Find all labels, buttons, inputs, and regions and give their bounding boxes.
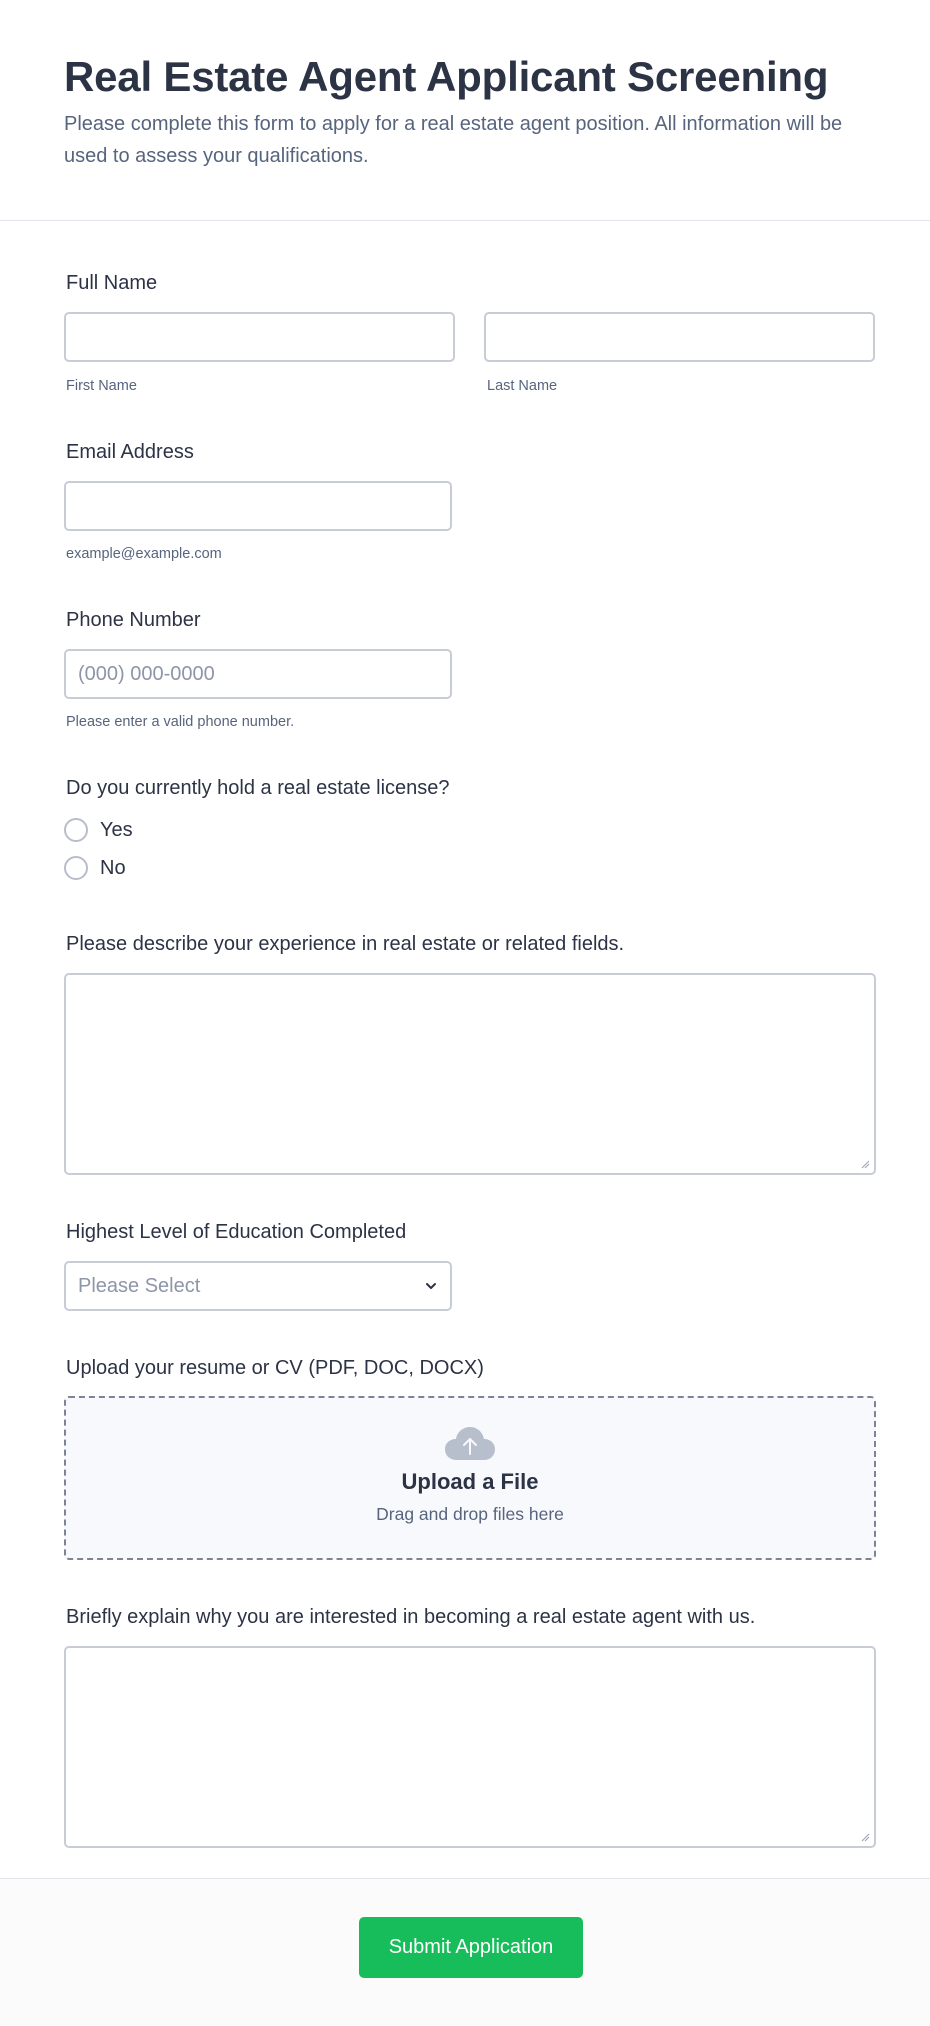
phone-input[interactable] xyxy=(64,649,452,699)
radio-no[interactable] xyxy=(64,856,88,880)
first-name-input[interactable] xyxy=(64,312,455,362)
education-label: Highest Level of Education Completed xyxy=(66,1221,407,1243)
resume-label: Upload your resume or CV (PDF, DOC, DOCX) xyxy=(66,1357,484,1379)
education-select[interactable] xyxy=(64,1261,452,1311)
full-name-field xyxy=(64,270,157,296)
radio-no-label: No xyxy=(100,856,126,879)
form-header xyxy=(0,0,930,221)
upload-subtitle: Drag and drop files here xyxy=(376,1504,564,1524)
last-name-input[interactable] xyxy=(484,312,875,362)
interest-textarea[interactable] xyxy=(64,1646,876,1848)
experience-textarea[interactable] xyxy=(64,973,876,1175)
license-label: Do you currently hold a real estate license? xyxy=(66,777,450,799)
page-description: Please complete this form to apply for a real estate agent position. All information will be used to assess your qualifications. xyxy=(64,113,843,167)
radio-yes[interactable] xyxy=(64,818,88,842)
upload-title: Upload a File xyxy=(401,1469,539,1494)
form-footer xyxy=(0,1878,930,2026)
phone-placeholder: (000) 000-0000 xyxy=(78,662,215,685)
last-name-sublabel: Last Name xyxy=(487,378,558,394)
phone-label: Phone Number xyxy=(66,609,201,631)
cloud-upload-icon xyxy=(445,1427,495,1461)
interest-label: Briefly explain why you are interested in becoming a real estate agent with us. xyxy=(66,1606,756,1628)
submit-button[interactable]: Submit Application xyxy=(359,1917,583,1978)
chevron-down-icon xyxy=(424,1279,438,1293)
email-input[interactable] xyxy=(64,481,452,531)
phone-sublabel: Please enter a valid phone number. xyxy=(66,714,295,730)
interest-wrapper xyxy=(64,1646,876,1848)
resume-upload-dropzone[interactable] xyxy=(64,1396,876,1560)
page-title: Real Estate Agent Applicant Screening xyxy=(64,53,829,100)
email-sublabel: example@example.com xyxy=(66,546,222,562)
experience-wrapper xyxy=(64,973,876,1175)
resize-grip-icon[interactable] xyxy=(860,1159,870,1169)
first-name-sublabel: First Name xyxy=(66,378,137,394)
license-option-no[interactable] xyxy=(64,849,133,887)
education-selected-value: Please Select xyxy=(78,1274,201,1297)
license-radio-group xyxy=(64,811,133,887)
experience-label: Please describe your experience in real estate or related fields. xyxy=(66,933,625,955)
full-name-label: Full Name xyxy=(66,272,158,294)
radio-yes-label: Yes xyxy=(100,818,133,841)
email-label: Email Address xyxy=(66,441,194,463)
license-option-yes[interactable] xyxy=(64,811,133,849)
resize-grip-icon[interactable] xyxy=(860,1832,870,1842)
